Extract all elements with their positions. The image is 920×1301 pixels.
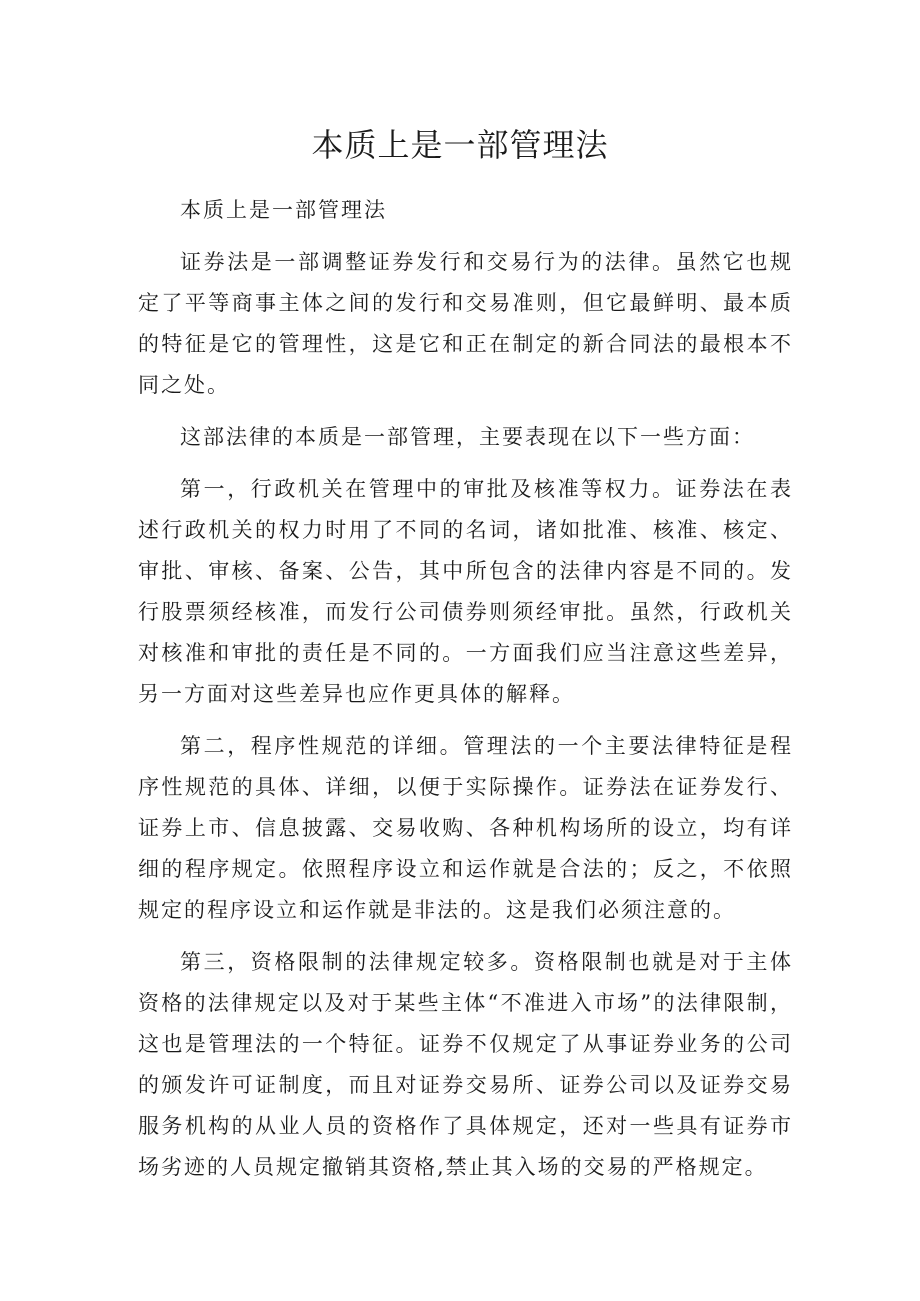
document-body: [138, 190, 793, 1199]
paragraph-aspects-lead: 这部法律的本质是一部管理，主要表现在以下一些方面：: [180, 425, 755, 449]
paragraph-first-point: 第一，行政机关在管理中的审批及核准等权力。证券法在表述行政机关的权力时用了不同的名词，诸如批准、核准、核定、审批、审核、备案、公告，其中所包含的法律内容是不同的。发行股票须经核准，而发行公司债券则须经审批。虽然，行政机关对核准和审批的责任是不同的。一方面我们应当注意这些差异，另一方面对这些差异也应作更具体的解释。: [138, 477, 793, 706]
paragraph-subtitle: 本质上是一部管理法: [180, 198, 387, 222]
document-title: 本质上是一部管理法: [311, 126, 609, 164]
paragraph-intro: 证券法是一部调整证券发行和交易行为的法律。虽然它也规定了平等商事主体之间的发行和交易准则，但它最鲜明、最本质的特征是它的管理性，这是它和正在制定的新合同法的最根本不同之处。: [138, 250, 793, 397]
paragraph-third-point: 第三，资格限制的法律规定较多。资格限制也就是对于主体资格的法律规定以及对于某些主体“不准进入市场”的法律限制，这也是管理法的一个特征。证券不仅规定了从事证券业务的公司的颁发许可证制度，而且对证券交易所、证券公司以及证券交易服务机构的从业人员的资格作了具体规定，还对一些具有证券市场劣迹的人员规定撤销其资格,禁止其入场的交易的严格规定。: [138, 950, 793, 1179]
paragraph-second-point: 第二，程序性规范的详细。管理法的一个主要法律特征是程序性规范的具体、详细，以便于实际操作。证券法在证券发行、证券上市、信息披露、交易收购、各种机构场所的设立，均有详细的程序规定。依照程序设立和运作就是合法的；反之，不依照规定的程序设立和运作就是非法的。这是我们必须注意的。: [138, 734, 793, 922]
